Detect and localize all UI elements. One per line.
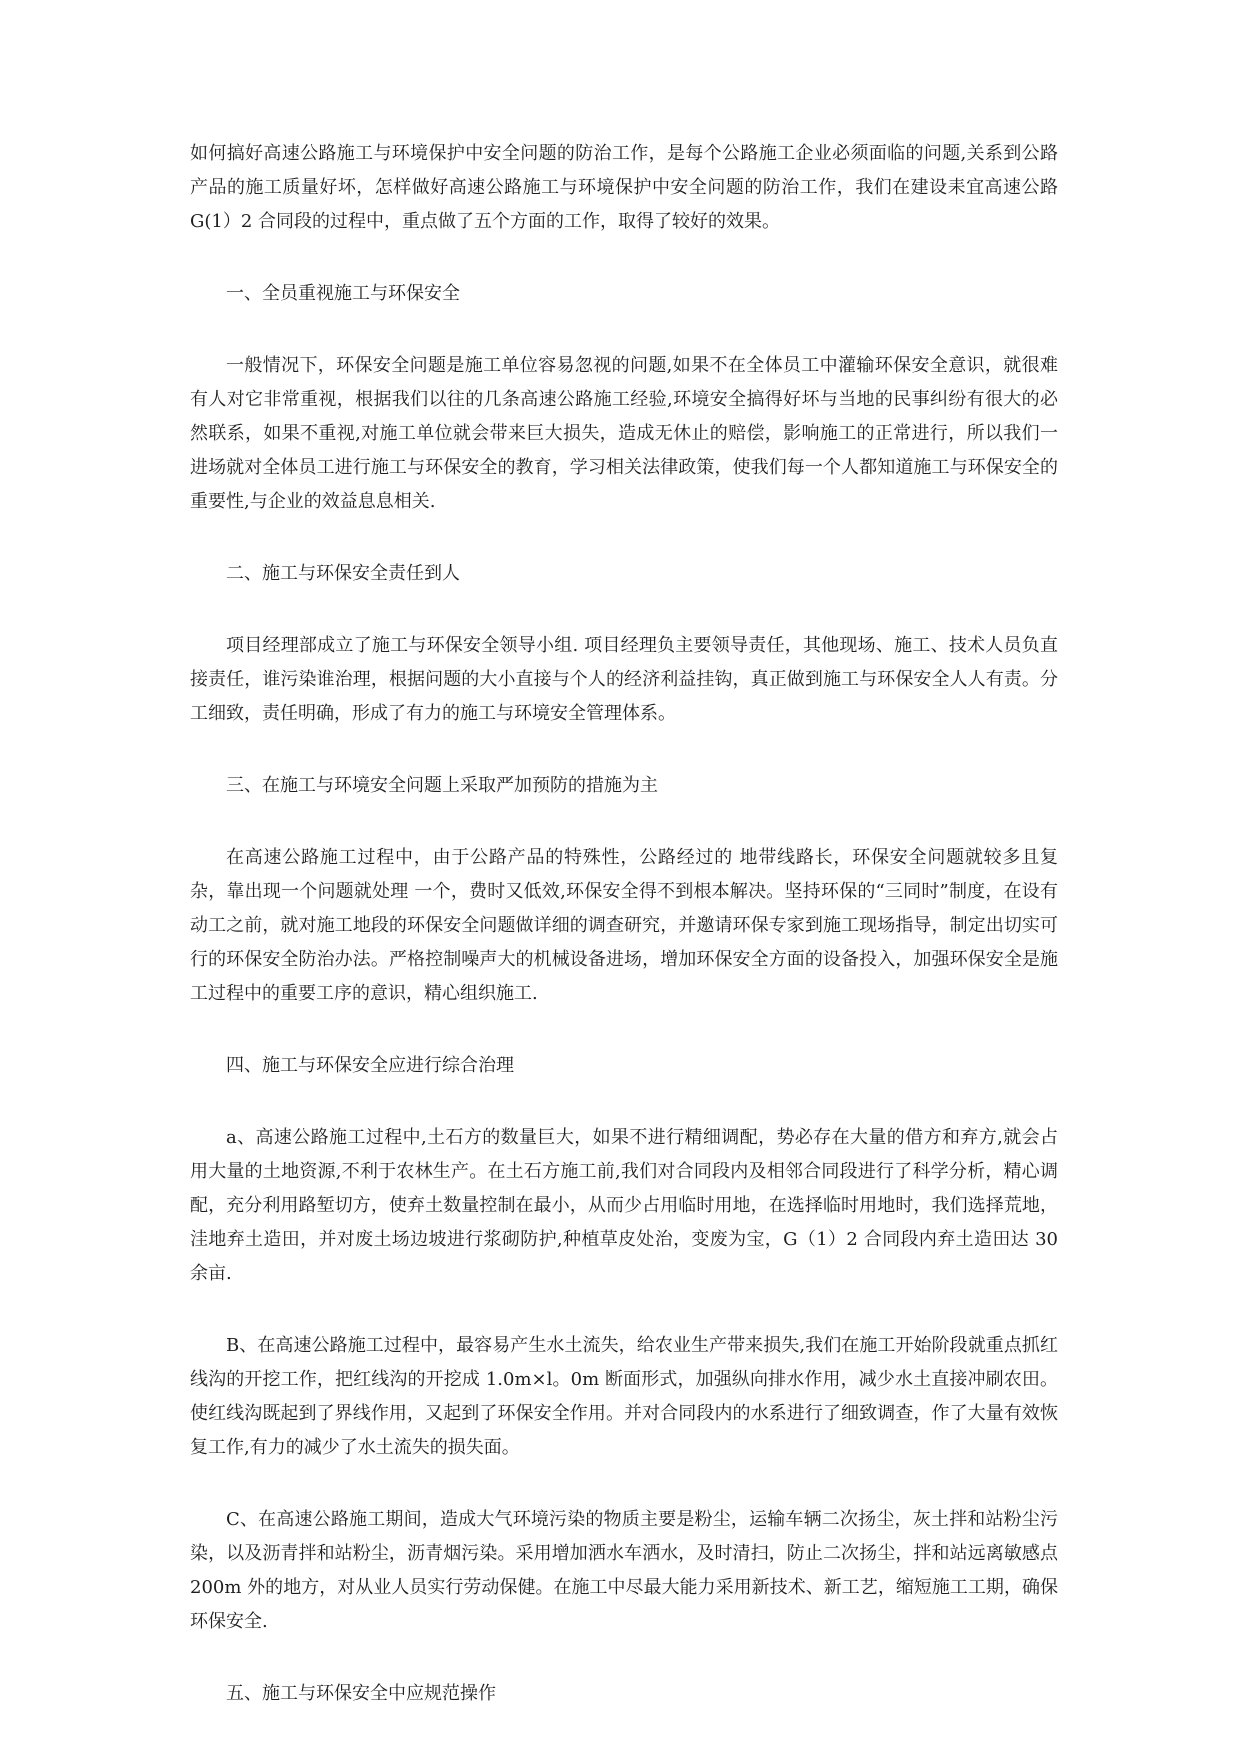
section-4-item-a: a、高速公路施工过程中,土石方的数量巨大，如果不进行精细调配，势必存在大量的借方和弃方,就会占用大量的土地资源,不利于农林生产。在土石方施工前,我们对合同段内及相邻合同段进行了科学分析，精心调配，充分利用路堑切方，使弃土数量控制在最小，从而少占用临时用地，在选择临时用地时，我们选择荒地，洼地弃土造田，并对废土场边坡进行浆砌防护,种植草皮处治，变废为宝，G（1）2 合同段内弃土造田达 30 余亩.	[190, 1127, 1058, 1284]
section-4-item-c: C、在高速公路施工期间，造成大气环境污染的物质主要是粉尘，运输车辆二次扬尘，灰土拌和站粉尘污染，以及沥青拌和站粉尘，沥青烟污染。采用增加洒水车洒水，及时清扫，防止二次扬尘，拌和站远离敏感点 200m 外的地方，对从业人员实行劳动保健。在施工中尽最大能力采用新技术、新工艺，缩短施工工期，确保环保安全.	[190, 1509, 1058, 1632]
paragraph-gap	[190, 1083, 1058, 1121]
section-2-title: 二、施工与环保安全责任到人	[226, 563, 460, 584]
paragraph-gap	[190, 803, 1058, 841]
paragraph-gap	[190, 239, 1058, 277]
section-1-title: 一、全员重视施工与环保安全	[226, 283, 460, 304]
section-5-title: 五、施工与环保安全中应规范操作	[226, 1683, 496, 1704]
paragraph-gap	[190, 311, 1058, 349]
section-4-item-b: B、在高速公路施工过程中，最容易产生水土流失，给农业生产带来损失,我们在施工开始阶段就重点抓红线沟的开挖工作，把红线沟的开挖成 1.0m×l。0m 断面形式，加强纵向排水作用，减少水土直接冲刷农田。使红线沟既起到了界线作用，又起到了环保安全作用。并对合同段内的水系进行了细致调查，作了大量有效恢复工作,有力的减少了水土流失的损失面。	[190, 1335, 1058, 1458]
paragraph-gap	[190, 731, 1058, 769]
paragraph-gap	[190, 1011, 1058, 1049]
paragraph-gap	[190, 1639, 1058, 1677]
section-1-body: 一般情况下，环保安全问题是施工单位容易忽视的问题,如果不在全体员工中灌输环保安全意识，就很难有人对它非常重视，根据我们以往的几条高速公路施工经验,环境安全搞得好坏与当地的民事纠纷有很大的必然联系，如果不重视,对施工单位就会带来巨大损失，造成无休止的赔偿，影响施工的正常进行，所以我们一进场就对全体员工进行施工与环保安全的教育，学习相关法律政策，使我们每一个人都知道施工与环保安全的重要性,与企业的效益息息相关.	[190, 355, 1058, 512]
section-2-body: 项目经理部成立了施工与环保安全领导小组. 项目经理负主要领导责任，其他现场、施工、技术人员负直接责任，谁污染谁治理，根据问题的大小直接与个人的经济利益挂钩，真正做到施工与环保安全人人有责。分工细致，责任明确，形成了有力的施工与环境安全管理体系。	[190, 635, 1058, 724]
paragraph-gap	[190, 591, 1058, 629]
section-3-title: 三、在施工与环境安全问题上采取严加预防的措施为主	[226, 775, 658, 796]
paragraph-gap	[190, 519, 1058, 557]
intro-paragraph: 如何搞好高速公路施工与环境保护中安全问题的防治工作，是每个公路施工企业必须面临的问题,关系到公路产品的施工质量好坏，怎样做好高速公路施工与环境保护中安全问题的防治工作，我们在建设耒宜高速公路 G(1）2 合同段的过程中，重点做了五个方面的工作，取得了较好的效果。	[190, 143, 1058, 232]
paragraph-gap	[190, 1465, 1058, 1503]
document-page	[190, 137, 1058, 1711]
section-3-body: 在高速公路施工过程中，由于公路产品的特殊性，公路经过的 地带线路长，环保安全问题就较多且复杂，靠出现一个问题就处理 一个，费时又低效,环保安全得不到根本解决。坚持环保的“三同时”制度，在设有动工之前，就对施工地段的环保安全问题做详细的调查研究，并邀请环保专家到施工现场指导，制定出切实可行的环保安全防治办法。严格控制噪声大的机械设备进场，增加环保安全方面的设备投入，加强环保安全是施工过程中的重要工序的意识，精心组织施工.	[190, 847, 1058, 1004]
section-4-title: 四、施工与环保安全应进行综合治理	[226, 1055, 514, 1076]
paragraph-gap	[190, 1291, 1058, 1329]
